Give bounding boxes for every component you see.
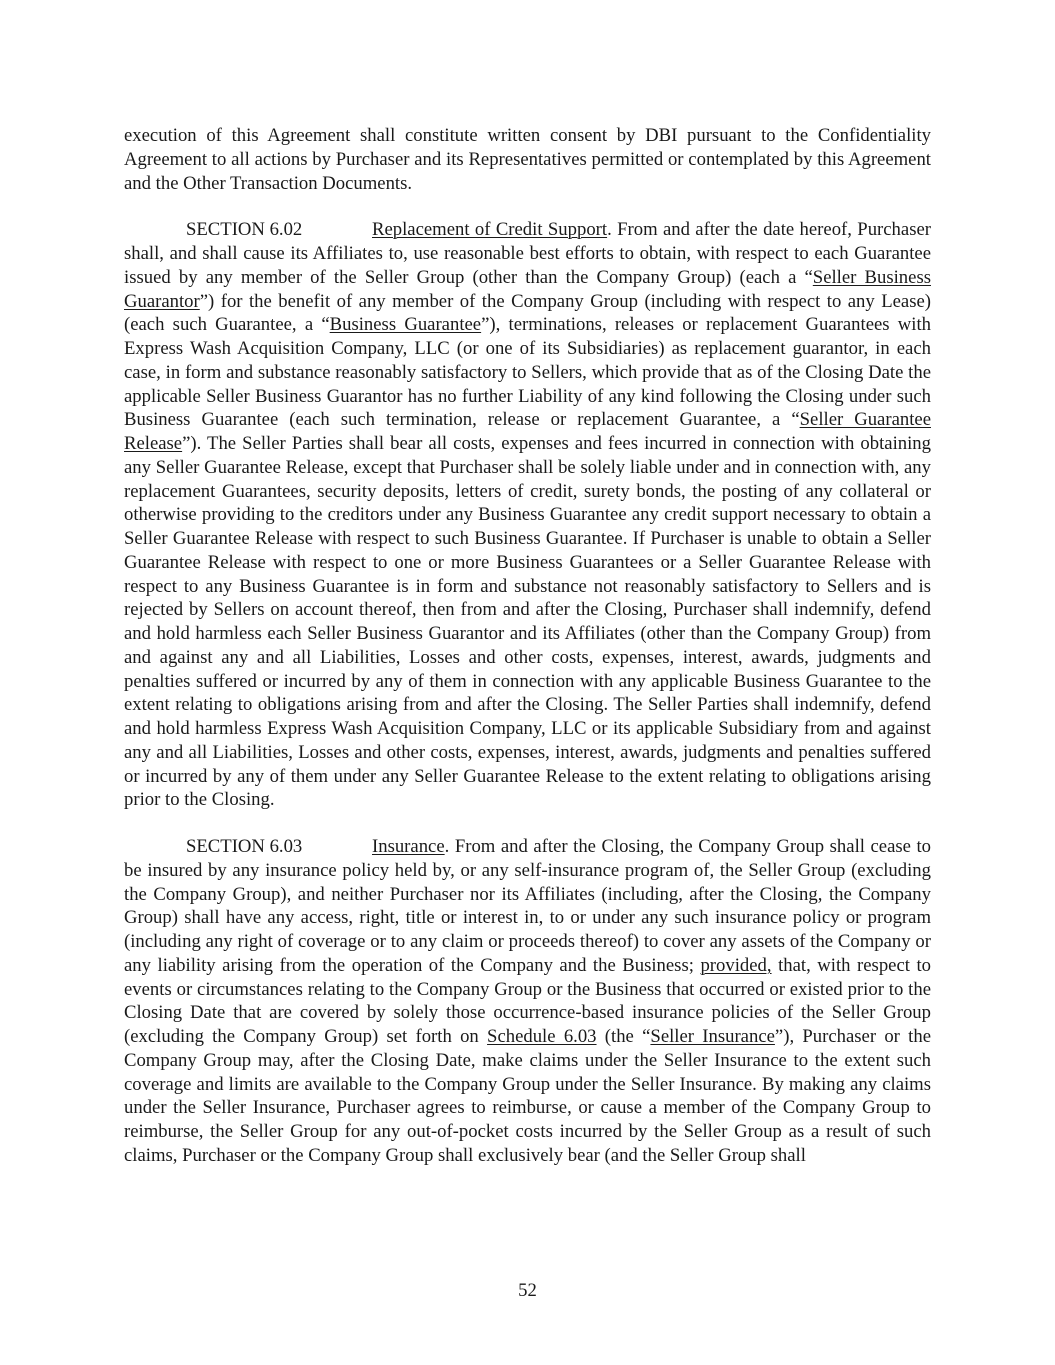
- section-text: ”), Purchaser or the Company Group may, after the Closing Date, make claims under the Seller Insurance to the extent such coverage and limits are available to the Company Group under the Seller Insurance. By making any claims under the Seller Insurance, Purchaser agrees to reimburse, or cause a member of the Company Group to reimburse, the Seller Group for any out-of-pocket costs incurred by the Seller Group as a result of such claims, Purchaser or the Company Group shall exclusively bear (and the Seller Group shall: [124, 1026, 931, 1166]
- section-text: . From and after the Closing, the Company Group shall cease to be insured by any insurance policy held by, or any self-insurance program of, the Seller Group (excluding the Company Group), and neither Purchaser nor its Affiliates (including, after the Closing, the Company Group) shall have any access, right, title or interest in, to or under any such insurance policy or program (including any right of coverage or to any claim or proceeds thereof) to cover any assets of the Company or any liability arising from the operation of the Company and the Business;: [124, 836, 931, 976]
- defined-term: Seller Business Guarantor: [124, 266, 931, 312]
- schedule-reference: Schedule 6.03: [487, 1026, 597, 1047]
- section-text: ”), terminations, releases or replacement Guarantees with Express Wash Acquisition Company, LLC (or one of its Subsidiaries) as replacement guarantor, in each case, in form and substance reasonably satisfactory to Sellers, which provide that as of the Closing Date the applicable Seller Business Guarantor has no further Liability of any kind following the Closing under such Business Guarantee (each such termination, release or replacement Guarantee, a “: [124, 314, 932, 431]
- section-number: SECTION 6.03: [186, 836, 303, 857]
- document-page: [124, 124, 931, 1168]
- section-text: that, with respect to events or circumstances relating to the Company Group or the Business that occurred or existed prior to the Closing Date that are covered by solely those occurrence-based insurance policies of the Seller Group (excluding the Company Group) set forth on: [124, 954, 932, 1047]
- section-number: SECTION 6.02: [186, 219, 303, 241]
- defined-term: Business Guarantee: [329, 314, 482, 336]
- section-text: (the “: [596, 1026, 651, 1047]
- section-6-02-paragraph: [124, 218, 931, 812]
- section-text: . From and after the date hereof, Purchaser shall, and shall cause its Affiliates to, use reasonable best efforts to obtain, with respect to each Guarantee issued by any member of the Seller Group (other than the Company Group) (each a “: [124, 219, 931, 288]
- intro-paragraph: execution of this Agreement shall constitute written consent by DBI pursuant to the Confidentiality Agreement to all actions by Purchaser and its Representatives permitted or contemplated by this Agreement and the Other Transaction Documents.: [124, 125, 931, 194]
- defined-term: Seller Insurance: [650, 1026, 775, 1047]
- page-number: 52: [518, 1280, 537, 1301]
- section-text: ”). The Seller Parties shall bear all costs, expenses and fees incurred in connection with obtaining any Seller Guarantee Release, except that Purchaser shall be solely liable under and in connection with, any replacement Guarantees, security deposits, letters of credit, surety bonds, the posting of any collateral or otherwise providing to the creditors under any Business Guarantee any credit support necessary to obtain a Seller Guarantee Release with respect to such Business Guarantee. If Purchaser is unable to obtain a Seller Guarantee Release with respect to one or more Business Guarantees or a Seller Guarantee Release with respect to any Business Guarantee is in form and substance not reasonably satisfactory to Sellers and is rejected by Sellers on account thereof, then from and after the Closing, Purchaser shall indemnify, defend and hold harmless each Seller Business Guarantor and its Affiliates (other than the Company Group) from and against any and all Liabilities, Losses and other costs, expenses, interest, awards, judgments and penalties suffered or incurred by any of them in connection with any applicable Business Guarantee to the extent relating to obligations arising from and after the Closing. The Seller Parties shall indemnify, defend and hold harmless Express Wash Acquisition Company, LLC or its applicable Subsidiary from and against any and all Liabilities, Losses and other costs, expenses, interest, awards, judgments and penalties suffered or incurred by any of them under any Seller Guarantee Release to the extent relating to obligations arising prior to the Closing.: [124, 433, 931, 811]
- proviso-term: provided,: [700, 954, 772, 976]
- section-6-03-paragraph: [124, 835, 931, 1168]
- section-heading: Insurance: [372, 836, 445, 857]
- defined-term: Seller Guarantee Release: [124, 409, 931, 454]
- section-text: ”) for the benefit of any member of the Company Group (including with respect to any Lease) (each such Guarantee, a “: [124, 290, 931, 336]
- section-heading: Replacement of Credit Support: [372, 219, 608, 241]
